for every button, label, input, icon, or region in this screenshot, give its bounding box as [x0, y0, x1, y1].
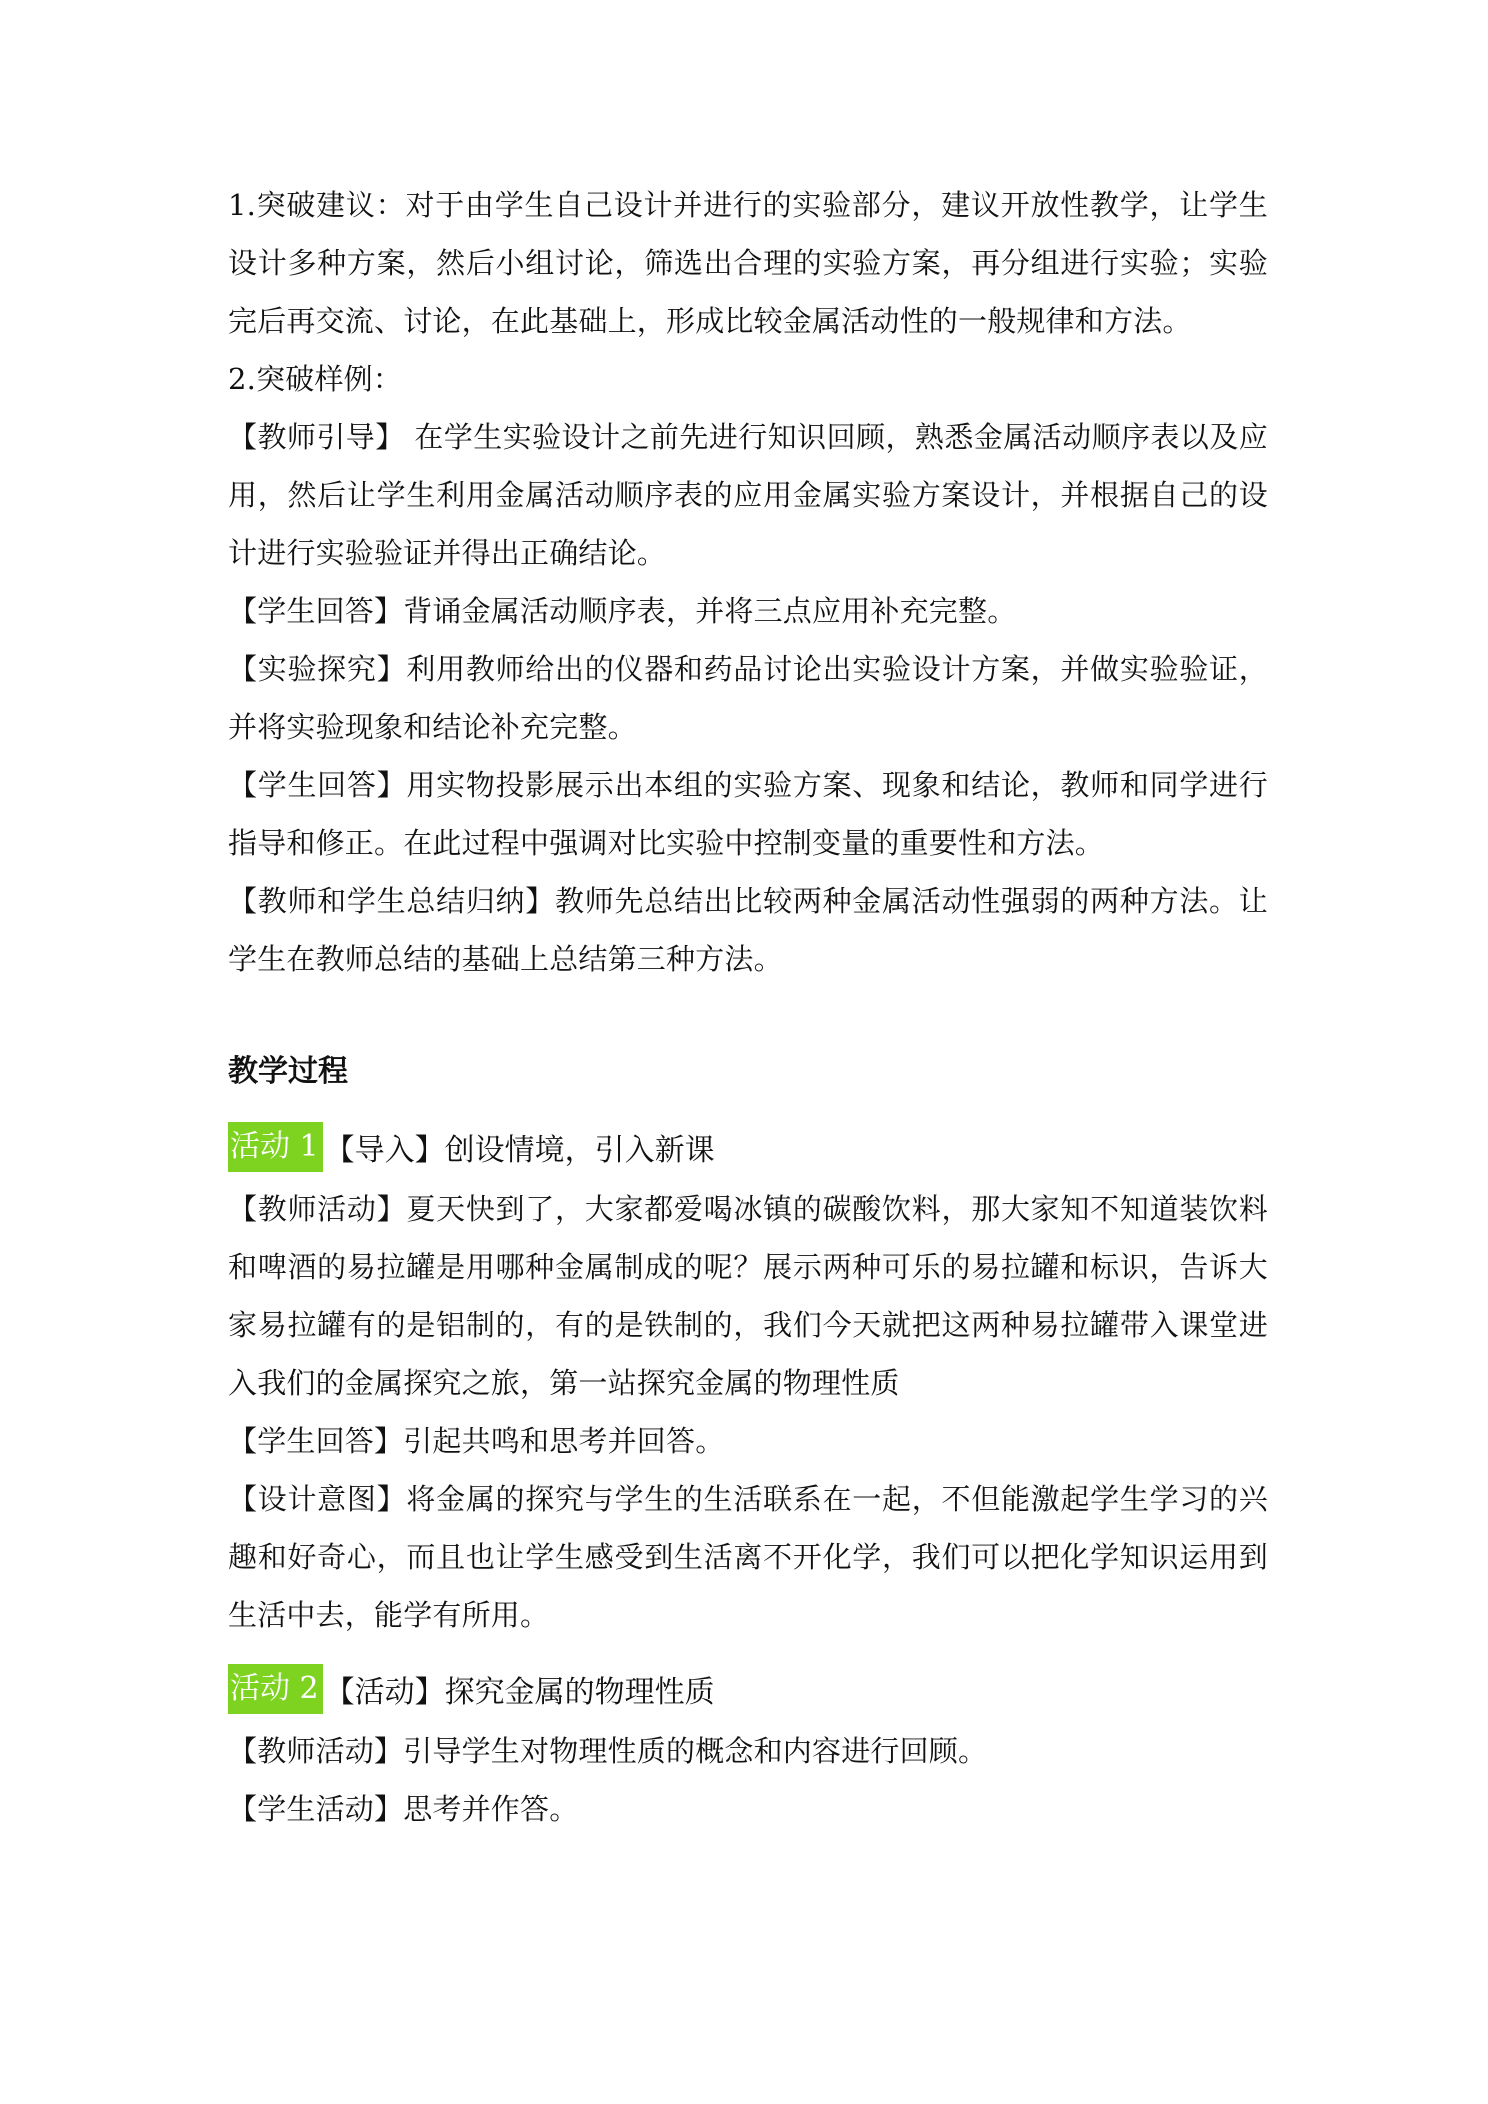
- experiment-inquiry-paragraph: 【实验探究】利用教师给出的仪器和药品讨论出实验设计方案，并做实验验证，并将实验现象和结论补充完整。: [228, 652, 1268, 744]
- activity-2-teacher-activity: 【教师活动】引导学生对物理性质的概念和内容进行回顾。: [228, 1734, 988, 1768]
- breakthrough-example-label: 2.突破样例：: [228, 362, 403, 396]
- activity-2-student-activity: 【学生活动】思考并作答。: [228, 1792, 579, 1826]
- teaching-process-heading: 教学过程: [228, 1054, 348, 1089]
- intro-section: [228, 176, 1268, 988]
- activity-2-header: [228, 1664, 715, 1714]
- teacher-guide-paragraph: 【教师引导】 在学生实验设计之前先进行知识回顾，熟悉金属活动顺序表以及应用，然后让学生利用金属活动顺序表的应用金属实验方案设计，并根据自己的设计进行实验验证并得出正确结论。: [228, 420, 1268, 570]
- student-answer-paragraph-2: 【学生回答】用实物投影展示出本组的实验方案、现象和结论，教师和同学进行指导和修正。在此过程中强调对比实验中控制变量的重要性和方法。: [228, 768, 1268, 860]
- activity-1-design-intent: 【设计意图】将金属的探究与学生的生活联系在一起，不但能激起学生学习的兴趣和好奇心，而且也让学生感受到生活离不开化学，我们可以把化学知识运用到生活中去，能学有所用。: [228, 1482, 1268, 1632]
- activity-1-badge: 活动 1: [228, 1122, 323, 1172]
- activity-1-header: [228, 1122, 715, 1172]
- activity-1-body: [228, 1180, 1268, 1644]
- summary-paragraph: 【教师和学生总结归纳】教师先总结出比较两种金属活动性强弱的两种方法。让学生在教师总结的基础上总结第三种方法。: [228, 884, 1268, 976]
- activity-1-teacher-activity: 【教师活动】夏天快到了，大家都爱喝冰镇的碳酸饮料，那大家知不知道装饮料和啤酒的易拉罐是用哪种金属制成的呢？展示两种可乐的易拉罐和标识，告诉大家易拉罐有的是铝制的，有的是铁制的，我们今天就把这两种易拉罐带入课堂进入我们的金属探究之旅，第一站探究金属的物理性质: [228, 1192, 1268, 1400]
- activity-2-title: 【活动】探究金属的物理性质: [324, 1675, 715, 1710]
- activity-2-badge: 活动 2: [228, 1664, 323, 1714]
- breakthrough-suggestion: 1.突破建议：对于由学生自己设计并进行的实验部分，建议开放性教学，让学生设计多种方案，然后小组讨论，筛选出合理的实验方案，再分组进行实验；实验完后再交流、讨论，在此基础上，形成比较金属活动性的一般规律和方法。: [228, 188, 1268, 338]
- activity-1-student-answer: 【学生回答】引起共鸣和思考并回答。: [228, 1424, 725, 1458]
- student-answer-paragraph-1: 【学生回答】背诵金属活动顺序表，并将三点应用补充完整。: [228, 594, 1017, 628]
- activity-1-title: 【导入】创设情境，引入新课: [324, 1133, 715, 1168]
- activity-2-body: [228, 1722, 1268, 1838]
